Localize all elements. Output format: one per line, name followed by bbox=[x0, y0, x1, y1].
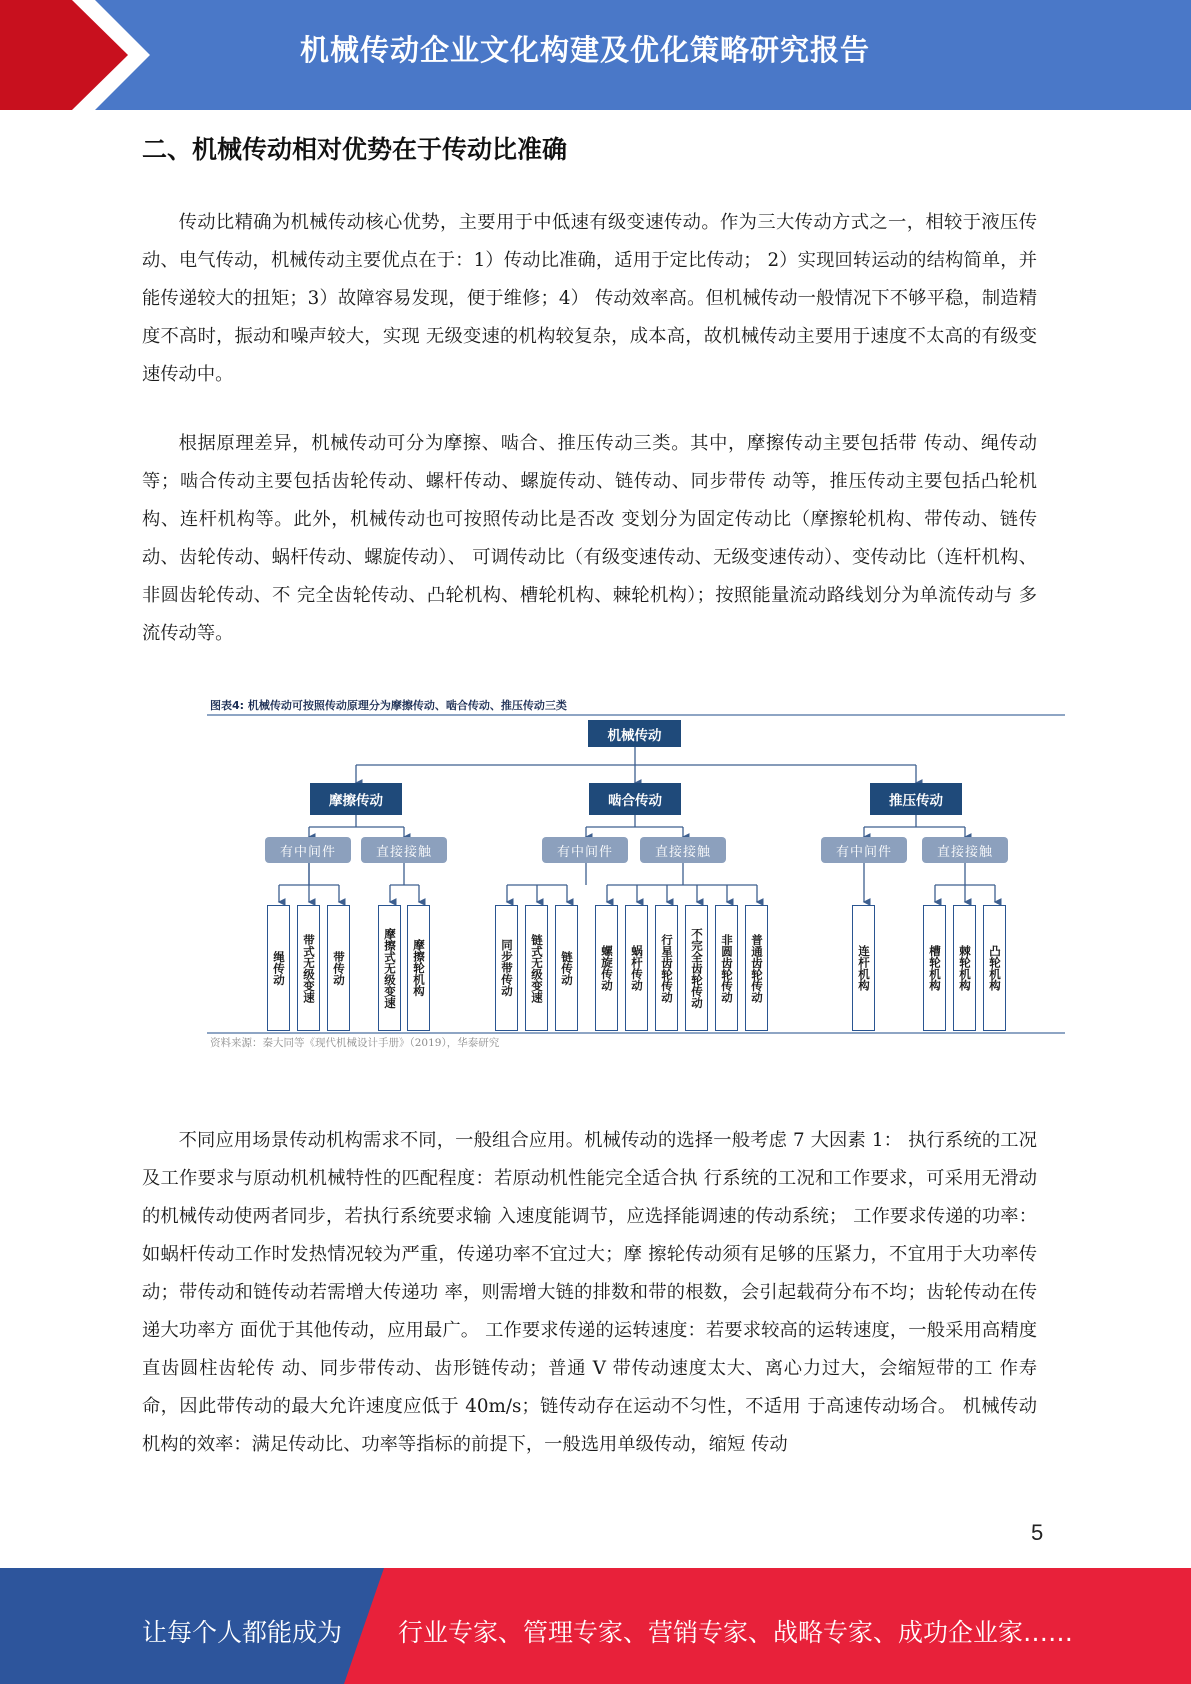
subgroup-node: 有中间件 bbox=[265, 837, 351, 863]
leaf-node: 同步带传动 bbox=[495, 905, 518, 1031]
leaf-node: 非圆齿轮传动 bbox=[715, 905, 738, 1031]
page-number: 5 bbox=[1031, 1520, 1044, 1545]
group-node-meshing: 啮合传动 bbox=[589, 783, 681, 815]
leaf-node: 棘轮机构 bbox=[953, 905, 976, 1031]
subgroup-node: 有中间件 bbox=[821, 837, 907, 863]
leaf-node: 普通齿轮传动 bbox=[745, 905, 768, 1031]
header-banner bbox=[0, 0, 1191, 110]
footer-slogan-left: 让每个人都能成为 bbox=[142, 1618, 343, 1647]
classification-figure bbox=[207, 695, 1067, 1055]
report-title: 机械传动企业文化构建及优化策略研究报告 bbox=[300, 33, 871, 67]
leaf-node: 连杆机构 bbox=[852, 905, 875, 1031]
footer-slogan-right: 行业专家、管理专家、营销专家、战略专家、成功企业家…… bbox=[398, 1618, 1074, 1647]
subgroup-node: 直接接触 bbox=[640, 837, 726, 863]
leaf-node: 带传动 bbox=[327, 905, 350, 1031]
section-heading: 二、机械传动相对优势在于传动比准确 bbox=[142, 135, 568, 164]
leaf-node: 行星齿轮传动 bbox=[655, 905, 678, 1031]
leaf-node: 绳传动 bbox=[267, 905, 290, 1031]
header-arrow-decoration bbox=[0, 0, 160, 110]
figure-source: 资料来源：秦大同等《现代机械设计手册》（2019），华泰研究 bbox=[210, 1037, 500, 1049]
paragraph-3: 不同应用场景传动机构需求不同，一般组合应用。机械传动的选择一般考虑 7 大因素 1： 执行系统的工况及工作要求与原动机机械特性的匹配程度：若原动机性能完全适合执 行系统的工况和工作要求，可采用无滑动的机械传动使两者同步，若执行系统要求输 入速度能调节，应选择能调速的传动系统； 工作要求传递的功率：如蜗杆传动工作时发热情况较为严重，传递功率不宜过大；摩 擦轮传动须有足够的压紧力，不宜用于大功率传动；带传动和链传动若需增大传递功 率，则需增大链的排数和带的根数，会引起载荷分布不均；齿轮传动在传递大功率方 面优于其他传动，应用最广。 工作要求传递的运转速度：若要求较高的运转速度，一般采用高精度直齿圆柱齿轮传 动、同步带传动、齿形链传动；普通 V 带传动速度太大、离心力过大，会缩短带的工 作寿命，因此带传动的最大允许速度应低于 40m/s；链传动存在运动不匀性，不适用 于高速传动场合。 机械传动机构的效率：满足传动比、功率等指标的前提下，一般选用单级传动，缩短 传动 bbox=[142, 1130, 1037, 1455]
paragraph-2: 根据原理差异，机械传动可分为摩擦、啮合、推压传动三类。其中，摩擦传动主要包括带 传动、绳传动等；啮合传动主要包括齿轮传动、螺杆传动、螺旋传动、链传动、同步带传 动等，推压传动主要包括凸轮机构、连杆机构等。此外，机械传动也可按照传动比是否改 变划分为固定传动比（摩擦轮机构、带传动、链传动、齿轮传动、蜗杆传动、螺旋传动）、 可调传动比（有级变速传动、无级变速传动）、变传动比（连杆机构、非圆齿轮传动、不 完全齿轮传动、凸轮机构、槽轮机构、棘轮机构）；按照能量流动路线划分为单流传动与 多流传动等。 bbox=[142, 433, 1037, 644]
root-node: 机械传动 bbox=[588, 720, 681, 747]
leaf-node: 槽轮机构 bbox=[923, 905, 946, 1031]
subgroup-node: 有中间件 bbox=[542, 837, 628, 863]
leaf-node: 摩擦式无级变速 bbox=[378, 905, 401, 1031]
leaf-node: 链传动 bbox=[555, 905, 578, 1031]
group-node-pushing: 推压传动 bbox=[870, 783, 962, 815]
leaf-node: 凸轮机构 bbox=[983, 905, 1006, 1031]
leaf-node: 摩擦轮机构 bbox=[407, 905, 430, 1031]
leaf-node: 蜗杆传动 bbox=[625, 905, 648, 1031]
group-node-friction: 摩擦传动 bbox=[310, 783, 402, 815]
leaf-node: 链式无级变速 bbox=[525, 905, 548, 1031]
leaf-node: 螺旋传动 bbox=[595, 905, 618, 1031]
paragraph-1: 传动比精确为机械传动核心优势，主要用于中低速有级变速传动。作为三大传动方式之一，相较于液压传动、电气传动，机械传动主要优点在于：1）传动比准确，适用于定比传动； 2）实现回转运动的结构简单，并能传递较大的扭矩；3）故障容易发现，便于维修；4） 传动效率高。但机械传动一般情况下不够平稳，制造精度不高时，振动和噪声较大，实现 无级变速的机构较复杂，成本高，故机械传动主要用于速度不太高的有级变速传动中。 bbox=[142, 212, 1037, 385]
leaf-node: 不完全齿轮传动 bbox=[685, 905, 708, 1031]
subgroup-node: 直接接触 bbox=[922, 837, 1008, 863]
subgroup-node: 直接接触 bbox=[361, 837, 447, 863]
leaf-node: 带式无级变速 bbox=[297, 905, 320, 1031]
footer-banner bbox=[0, 1568, 1191, 1684]
figure-caption: 图表4: 机械传动可按照传动原理分为摩擦传动、啮合传动、推压传动三类 bbox=[210, 699, 567, 712]
